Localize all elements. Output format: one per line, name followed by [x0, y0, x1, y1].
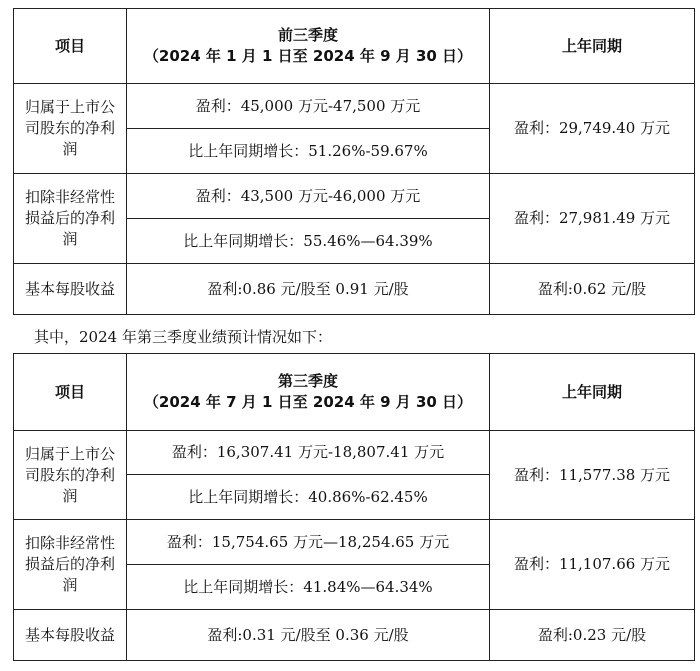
- table-row: [14, 174, 695, 219]
- table-header-row: [14, 9, 695, 84]
- header-period-title: 前三季度: [277, 26, 338, 44]
- header-period-title: 第三季度: [277, 372, 338, 390]
- table-row: [14, 610, 695, 661]
- row-growth-value: 比上年同期增长：55.46%—64.39%: [127, 219, 490, 264]
- row-prior-value: 盈利：11,577.38 万元: [490, 431, 695, 520]
- table-row: [14, 264, 695, 315]
- row-current-value: 盈利：43,500 万元-46,000 万元: [127, 174, 490, 219]
- row-item-deducted-profit: 扣除非经常性损益后的净利润: [14, 520, 127, 610]
- row-item-net-profit: 归属于上市公司股东的净利润: [14, 431, 127, 520]
- row-current-value: 盈利：16,307.41 万元-18,807.41 万元: [127, 431, 490, 475]
- table-row: [14, 520, 695, 565]
- row-item-eps: 基本每股收益: [14, 264, 127, 315]
- header-period: [127, 9, 490, 84]
- row-current-value: 盈利：15,754.65 万元—18,254.65 万元: [127, 520, 490, 565]
- row-eps-prior: 盈利:0.23 元/股: [490, 610, 695, 661]
- table-row: [14, 84, 695, 129]
- row-item-net-profit: 归属于上市公司股东的净利润: [14, 84, 127, 174]
- header-period: [127, 354, 490, 431]
- header-item: 项目: [14, 354, 127, 431]
- row-prior-value: 盈利：29,749.40 万元: [490, 84, 695, 174]
- first-three-quarters-table: [13, 8, 695, 315]
- row-eps-current: 盈利:0.31 元/股至 0.36 元/股: [127, 610, 490, 661]
- row-eps-current: 盈利:0.86 元/股至 0.91 元/股: [127, 264, 490, 315]
- row-current-value: 盈利：45,000 万元-47,500 万元: [127, 84, 490, 129]
- third-quarter-table: [13, 353, 695, 661]
- table-header-row: [14, 354, 695, 431]
- row-growth-value: 比上年同期增长：51.26%-59.67%: [127, 129, 490, 174]
- header-item: 项目: [14, 9, 127, 84]
- row-growth-value: 比上年同期增长：41.84%—64.34%: [127, 565, 490, 610]
- row-prior-value: 盈利：27,981.49 万元: [490, 174, 695, 264]
- header-prior: 上年同期: [490, 9, 695, 84]
- q3-note: 其中，2024 年第三季度业绩预计情况如下：: [34, 328, 332, 346]
- row-growth-value: 比上年同期增长：40.86%-62.45%: [127, 475, 490, 520]
- header-prior: 上年同期: [490, 354, 695, 431]
- row-eps-prior: 盈利:0.62 元/股: [490, 264, 695, 315]
- table-row: [14, 431, 695, 475]
- row-item-deducted-profit: 扣除非经常性损益后的净利润: [14, 174, 127, 264]
- header-period-range: （2024 年 7 月 1 日至 2024 年 9 月 30 日）: [143, 393, 473, 411]
- header-period-range: （2024 年 1 月 1 日至 2024 年 9 月 30 日）: [143, 47, 473, 65]
- row-item-eps: 基本每股收益: [14, 610, 127, 661]
- row-prior-value: 盈利：11,107.66 万元: [490, 520, 695, 610]
